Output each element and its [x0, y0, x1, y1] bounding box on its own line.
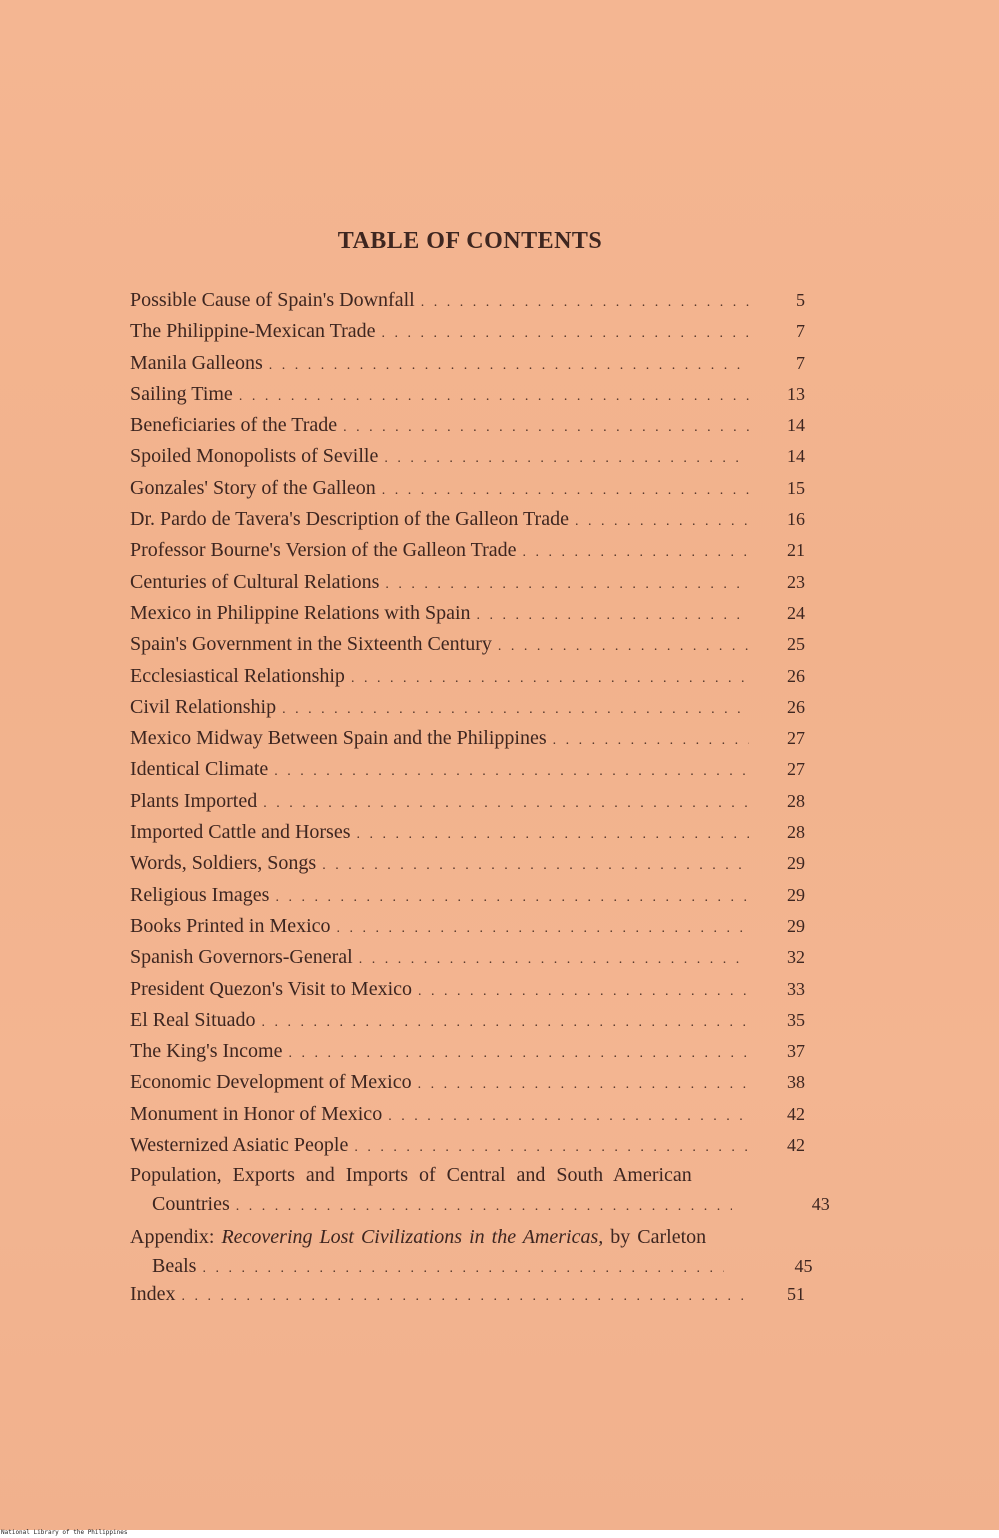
dot-leader: [269, 350, 749, 381]
toc-entry-text: The Philippine-Mexican Trade: [130, 320, 376, 343]
toc-entry: [130, 1005, 830, 1036]
toc-entry-text: President Quezon's Visit to Mexico: [130, 977, 413, 1000]
dot-leader: [322, 850, 749, 881]
toc-page-number: 26: [787, 696, 805, 717]
toc-entry-list: [130, 285, 830, 1161]
toc-entry: [130, 942, 830, 973]
dot-leader: [262, 1007, 749, 1038]
toc-page-number: 29: [787, 853, 805, 874]
toc-entry: [130, 723, 830, 754]
page-title: TABLE OF CONTENTS: [337, 228, 603, 254]
dot-leader: [182, 1281, 749, 1312]
toc-entry-text-continued: Countries: [152, 1193, 230, 1216]
toc-page-number: 24: [787, 602, 805, 623]
toc-entry-text: Books Printed in Mexico: [130, 914, 331, 937]
toc-entry: [130, 567, 830, 598]
appendix-suffix: by Carleton: [603, 1226, 707, 1249]
appendix-italic-title: Recovering Lost Civilizations in the Americas,: [221, 1226, 604, 1249]
toc-page-number: 45: [794, 1256, 813, 1277]
toc-entry: [130, 473, 830, 504]
toc-page-number: 5: [796, 290, 805, 310]
dot-leader: [359, 944, 749, 975]
toc-page-number: 15: [787, 477, 805, 498]
toc-entry: [130, 974, 830, 1005]
dot-leader: [382, 475, 749, 506]
toc-entry-text: Spain's Government in the Sixteenth Century: [130, 633, 492, 656]
toc-entry-text: Words, Soldiers, Songs: [130, 852, 317, 875]
toc-page-number: 33: [787, 978, 805, 999]
toc-entry: [130, 1130, 830, 1161]
dot-leader: [553, 725, 749, 756]
dot-leader: [351, 663, 749, 694]
toc-entry-text: Mexico Midway Between Spain and the Philippines: [130, 727, 547, 750]
toc-entry-text: The King's Income: [130, 1040, 283, 1063]
toc-entry: [130, 441, 830, 472]
dot-leader: [523, 537, 749, 568]
toc-entry-text: Economic Development of Mexico: [130, 1071, 412, 1094]
toc-entry: [130, 754, 830, 785]
toc-entry-appendix: [130, 1223, 830, 1283]
dot-leader: [236, 1192, 732, 1221]
toc-page-number: 23: [787, 571, 805, 592]
toc-entry-population: [130, 1161, 830, 1221]
dot-leader: [357, 819, 750, 850]
toc-entry-text: Plants Imported: [130, 789, 258, 812]
dot-leader: [382, 318, 749, 349]
toc-entry: [130, 661, 830, 692]
toc-page-number: 14: [787, 415, 805, 436]
toc-page-number: 7: [796, 352, 805, 373]
toc-entry-text: Centuries of Cultural Relations: [130, 570, 380, 593]
toc-page-number: 28: [787, 822, 805, 843]
toc-page-number: 32: [787, 947, 805, 968]
footer-credit: National Library of the Philippines: [1, 1529, 128, 1536]
toc-entry-text: El Real Situado: [130, 1008, 256, 1031]
toc-page-number: 43: [811, 1194, 830, 1215]
toc-page-number: 38: [787, 1072, 805, 1093]
toc-page-number: 7: [796, 321, 805, 342]
toc-entry-index: [130, 1279, 830, 1310]
toc-page-number: 42: [787, 1135, 805, 1156]
dot-leader: [263, 788, 749, 819]
toc-page-number: 37: [787, 1041, 805, 1062]
toc-entry: [130, 880, 830, 911]
toc-entry-text: Civil Relationship: [130, 695, 277, 718]
toc-entry-text: Mexico in Philippine Relations with Spain: [130, 601, 471, 624]
toc-page-number: 42: [787, 1103, 805, 1124]
toc-page-number: 21: [787, 540, 805, 561]
dot-leader: [421, 287, 749, 318]
toc-entry: [130, 410, 830, 441]
toc-entry: [130, 911, 830, 942]
toc-entry: [130, 348, 830, 379]
dot-leader: [288, 1038, 749, 1069]
toc-entry: [130, 535, 830, 566]
toc-entry: [130, 285, 830, 316]
table-of-contents: [130, 285, 830, 1311]
toc-entry-text-continued: Beals: [152, 1255, 197, 1278]
dot-leader: [388, 1101, 749, 1132]
toc-entry-text: Index: [130, 1283, 176, 1306]
toc-entry-text: Professor Bourne's Version of the Galleon Trade: [130, 539, 517, 562]
dot-leader: [575, 506, 749, 537]
toc-entry-text: Identical Climate: [130, 758, 269, 781]
dot-leader: [498, 631, 749, 662]
toc-page-number: 29: [787, 915, 805, 936]
toc-entry-text: Imported Cattle and Horses: [130, 821, 351, 844]
toc-entry: [130, 1099, 830, 1130]
toc-entry-text: Ecclesiastical Relationship: [130, 664, 345, 687]
toc-entry: [130, 848, 830, 879]
toc-entry-text: Beneficiaries of the Trade: [130, 414, 338, 437]
toc-entry: [130, 598, 830, 629]
toc-entry: [130, 629, 830, 660]
dot-leader: [282, 694, 749, 725]
dot-leader: [418, 976, 749, 1007]
dot-leader: [477, 600, 749, 631]
toc-entry-text: Possible Cause of Spain's Downfall: [130, 289, 415, 311]
dot-leader: [239, 381, 749, 412]
dot-leader: [354, 1132, 749, 1163]
toc-page-number: 25: [787, 634, 805, 655]
toc-page-number: 16: [787, 509, 805, 530]
toc-entry-text: Religious Images: [130, 883, 270, 906]
toc-page-number: 14: [787, 446, 805, 467]
toc-entry-text: Dr. Pardo de Tavera's Description of the Galleon Trade: [130, 508, 569, 531]
toc-page-number: 28: [787, 790, 805, 811]
dot-leader: [337, 913, 749, 944]
appendix-prefix: Appendix:: [130, 1226, 222, 1249]
toc-entry: [130, 316, 830, 347]
toc-entry: [130, 786, 830, 817]
toc-page-number: 26: [787, 665, 805, 686]
toc-page-number: 35: [787, 1009, 805, 1030]
toc-entry-text: Manila Galleons: [130, 351, 263, 374]
footer-strip: [0, 1530, 999, 1538]
toc-page-number: 13: [787, 383, 805, 404]
toc-page-number: 27: [787, 759, 805, 780]
toc-entry-text: Westernized Asiatic People: [130, 1134, 349, 1157]
dot-leader: [343, 412, 749, 443]
toc-entry: [130, 817, 830, 848]
dot-leader: [384, 443, 749, 474]
toc-entry-text: Spanish Governors-General: [130, 946, 353, 969]
toc-entry: [130, 379, 830, 410]
toc-entry: [130, 504, 830, 535]
dot-leader: [418, 1069, 749, 1100]
toc-entry-text: Monument in Honor of Mexico: [130, 1102, 383, 1125]
toc-entry-text: Sailing Time: [130, 382, 233, 405]
toc-page-number: 27: [787, 728, 805, 749]
toc-entry-text: Population, Exports and Imports of Central and South American: [130, 1164, 692, 1187]
toc-entry: [130, 692, 830, 723]
toc-entry-text: Spoiled Monopolists of Seville: [130, 445, 379, 468]
dot-leader: [275, 882, 749, 913]
dot-leader: [274, 756, 749, 787]
toc-page-number: 51: [787, 1284, 805, 1305]
dot-leader: [385, 569, 749, 600]
toc-entry-text: Gonzales' Story of the Galleon: [130, 476, 376, 499]
toc-entry: [130, 1067, 830, 1098]
toc-page-number: 29: [787, 884, 805, 905]
toc-entry: [130, 1036, 830, 1067]
